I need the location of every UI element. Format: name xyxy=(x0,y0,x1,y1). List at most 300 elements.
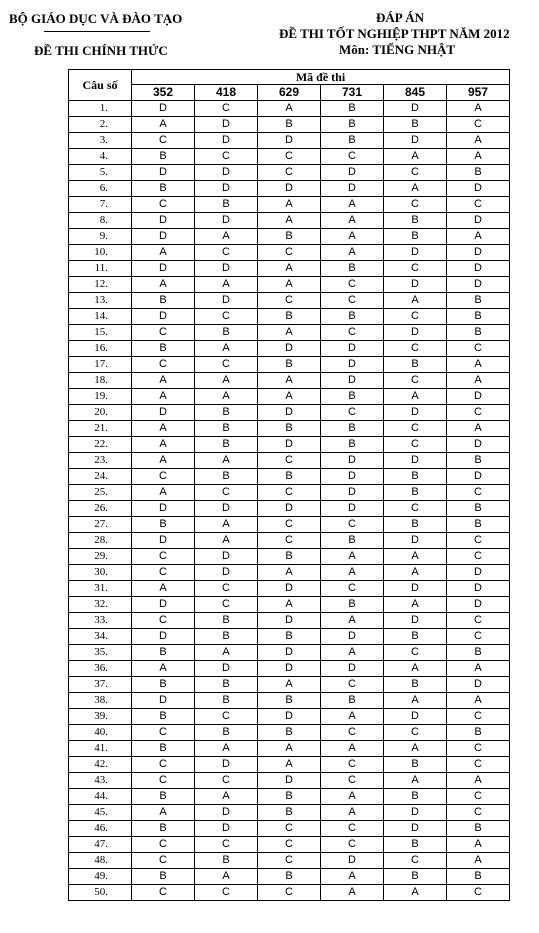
answer-cell: D xyxy=(132,309,195,325)
answer-cell: A xyxy=(384,549,447,565)
answer-cell: C xyxy=(258,245,321,261)
answer-cell: A xyxy=(384,693,447,709)
answer-cell: D xyxy=(258,437,321,453)
answer-cell: C xyxy=(384,725,447,741)
answer-cell: D xyxy=(195,821,258,837)
answer-cell: B xyxy=(384,517,447,533)
answer-cell: C xyxy=(195,581,258,597)
answer-cell: B xyxy=(321,389,384,405)
table-row xyxy=(69,101,510,117)
answer-cell: B xyxy=(447,869,510,885)
answer-cell: B xyxy=(384,469,447,485)
answer-cell: C xyxy=(195,149,258,165)
answer-cell: A xyxy=(195,229,258,245)
question-number: 38. xyxy=(69,693,132,709)
answer-cell: D xyxy=(132,533,195,549)
answer-cell: C xyxy=(321,517,384,533)
table-row xyxy=(69,437,510,453)
answer-cell: D xyxy=(447,213,510,229)
answer-cell: B xyxy=(132,821,195,837)
answer-cell: A xyxy=(384,565,447,581)
table-row xyxy=(69,469,510,485)
answer-cell: A xyxy=(321,245,384,261)
answer-cell: C xyxy=(447,741,510,757)
answer-cell: B xyxy=(258,357,321,373)
table-row xyxy=(69,117,510,133)
table-row xyxy=(69,677,510,693)
answer-cell: C xyxy=(447,197,510,213)
answer-cell: D xyxy=(132,629,195,645)
answer-cell: A xyxy=(195,533,258,549)
question-number: 33. xyxy=(69,613,132,629)
table-row xyxy=(69,149,510,165)
table-row xyxy=(69,565,510,581)
table-row xyxy=(69,133,510,149)
answer-cell: D xyxy=(321,181,384,197)
answer-cell: D xyxy=(447,181,510,197)
answer-cell: B xyxy=(447,645,510,661)
answer-cell: B xyxy=(258,117,321,133)
answer-cell: C xyxy=(132,133,195,149)
answer-cell: D xyxy=(195,501,258,517)
table-row xyxy=(69,229,510,245)
table-row xyxy=(69,197,510,213)
answer-cell: D xyxy=(384,581,447,597)
answer-cell: B xyxy=(447,325,510,341)
answer-cell: D xyxy=(132,597,195,613)
answer-cell: B xyxy=(132,869,195,885)
answer-cell: A xyxy=(447,101,510,117)
answer-cell: A xyxy=(321,229,384,245)
answer-cell: C xyxy=(384,421,447,437)
question-number: 43. xyxy=(69,773,132,789)
answer-cell: D xyxy=(321,485,384,501)
answer-cell: C xyxy=(321,837,384,853)
answer-cell: C xyxy=(447,485,510,501)
table-row xyxy=(69,421,510,437)
table-row xyxy=(69,613,510,629)
answer-cell: C xyxy=(447,549,510,565)
answer-cell: C xyxy=(447,613,510,629)
answer-cell: B xyxy=(447,821,510,837)
answer-cell: B xyxy=(195,629,258,645)
table-row xyxy=(69,277,510,293)
answer-cell: C xyxy=(321,725,384,741)
answer-cell: A xyxy=(132,485,195,501)
answer-cell: B xyxy=(384,229,447,245)
answer-cell: A xyxy=(258,277,321,293)
answer-cell: C xyxy=(132,837,195,853)
answer-cell: B xyxy=(258,869,321,885)
table-row xyxy=(69,773,510,789)
exam-code-cell: 845 xyxy=(384,85,447,101)
answer-cell: D xyxy=(195,213,258,229)
answer-cell: A xyxy=(132,389,195,405)
answer-cell: B xyxy=(321,133,384,149)
answer-cell: B xyxy=(384,213,447,229)
answer-cell: A xyxy=(132,437,195,453)
answer-cell: C xyxy=(321,821,384,837)
answer-cell: B xyxy=(447,293,510,309)
answer-cell: B xyxy=(258,309,321,325)
answer-cell: A xyxy=(258,213,321,229)
question-number: 7. xyxy=(69,197,132,213)
answer-cell: A xyxy=(447,133,510,149)
answer-cell: D xyxy=(384,709,447,725)
answer-cell: A xyxy=(258,197,321,213)
answer-cell: D xyxy=(258,773,321,789)
answer-cell: A xyxy=(195,517,258,533)
answer-cell: C xyxy=(258,165,321,181)
table-row xyxy=(69,341,510,357)
answer-cell: C xyxy=(195,709,258,725)
answer-cell: A xyxy=(195,741,258,757)
answer-cell: C xyxy=(321,405,384,421)
table-row xyxy=(69,325,510,341)
table-row xyxy=(69,453,510,469)
answer-cell: B xyxy=(447,165,510,181)
question-number-header: Câu số xyxy=(69,70,132,101)
answer-cell: D xyxy=(384,101,447,117)
answer-cell: A xyxy=(258,373,321,389)
answer-cell: B xyxy=(195,613,258,629)
table-row xyxy=(69,405,510,421)
table-row xyxy=(69,549,510,565)
answer-cell: A xyxy=(321,197,384,213)
answer-cell: D xyxy=(132,229,195,245)
answer-cell: B xyxy=(258,805,321,821)
answer-cell: B xyxy=(195,325,258,341)
answer-cell: B xyxy=(258,421,321,437)
answer-cell: A xyxy=(258,389,321,405)
answer-cell: B xyxy=(447,501,510,517)
answer-cell: B xyxy=(132,341,195,357)
answer-cell: D xyxy=(384,405,447,421)
answer-cell: B xyxy=(321,309,384,325)
answer-cell: C xyxy=(321,677,384,693)
answer-cell: C xyxy=(195,885,258,901)
question-number: 3. xyxy=(69,133,132,149)
table-row xyxy=(69,725,510,741)
question-number: 6. xyxy=(69,181,132,197)
answer-cell: C xyxy=(447,885,510,901)
question-number: 22. xyxy=(69,437,132,453)
question-number: 18. xyxy=(69,373,132,389)
question-number: 30. xyxy=(69,565,132,581)
answer-cell: B xyxy=(321,421,384,437)
answer-cell: A xyxy=(384,661,447,677)
answer-cell: B xyxy=(132,677,195,693)
answer-cell: D xyxy=(132,261,195,277)
answer-cell: A xyxy=(195,341,258,357)
answer-cell: A xyxy=(447,421,510,437)
answer-cell: A xyxy=(321,613,384,629)
official-exam-label: ĐỀ THI CHÍNH THỨC xyxy=(34,43,168,58)
answer-cell: C xyxy=(384,437,447,453)
exam-code-cell: 352 xyxy=(132,85,195,101)
answer-cell: C xyxy=(321,293,384,309)
answer-cell: D xyxy=(195,133,258,149)
answer-cell: C xyxy=(321,325,384,341)
table-row xyxy=(69,869,510,885)
question-number: 25. xyxy=(69,485,132,501)
answer-cell: A xyxy=(132,453,195,469)
answer-cell: B xyxy=(447,725,510,741)
answer-cell: D xyxy=(384,133,447,149)
answer-cell: A xyxy=(321,645,384,661)
answer-cell: D xyxy=(447,277,510,293)
answer-cell: A xyxy=(447,149,510,165)
exam-title: ĐỀ THI TỐT NGHIỆP THPT NĂM 2012 xyxy=(279,26,510,41)
answer-cell: B xyxy=(195,197,258,213)
answer-cell: C xyxy=(447,341,510,357)
answer-cell: A xyxy=(195,389,258,405)
answer-cell: A xyxy=(132,661,195,677)
answer-cell: C xyxy=(132,725,195,741)
answer-cell: A xyxy=(132,581,195,597)
answer-cell: A xyxy=(321,885,384,901)
answer-cell: C xyxy=(258,885,321,901)
table-row xyxy=(69,485,510,501)
answer-cell: C xyxy=(384,197,447,213)
answer-cell: C xyxy=(195,101,258,117)
answer-cell: D xyxy=(321,341,384,357)
answer-cell: C xyxy=(447,629,510,645)
question-number: 17. xyxy=(69,357,132,373)
answer-cell: B xyxy=(321,261,384,277)
answer-cell: C xyxy=(195,309,258,325)
answer-cell: A xyxy=(321,565,384,581)
answer-cell: C xyxy=(384,165,447,181)
table-row xyxy=(69,885,510,901)
table-row xyxy=(69,693,510,709)
table-row xyxy=(69,213,510,229)
answer-cell: D xyxy=(132,101,195,117)
table-row xyxy=(69,853,510,869)
answer-cell: A xyxy=(384,741,447,757)
table-row xyxy=(69,757,510,773)
answer-cell: A xyxy=(258,757,321,773)
table-row xyxy=(69,165,510,181)
answer-cell: D xyxy=(258,709,321,725)
table-row xyxy=(69,293,510,309)
answer-cell: A xyxy=(195,373,258,389)
question-number: 21. xyxy=(69,421,132,437)
table-row xyxy=(69,805,510,821)
answer-cell: A xyxy=(384,597,447,613)
answer-rows xyxy=(69,101,510,901)
answer-cell: D xyxy=(195,805,258,821)
question-number: 45. xyxy=(69,805,132,821)
answer-cell: D xyxy=(258,613,321,629)
answer-cell: D xyxy=(258,645,321,661)
table-row xyxy=(69,821,510,837)
answer-cell: B xyxy=(384,357,447,373)
answer-cell: C xyxy=(195,485,258,501)
answer-cell: B xyxy=(195,693,258,709)
question-number: 39. xyxy=(69,709,132,725)
answer-cell: B xyxy=(195,677,258,693)
answer-cell: A xyxy=(132,245,195,261)
question-number: 44. xyxy=(69,789,132,805)
answer-cell: A xyxy=(321,741,384,757)
answer-cell: B xyxy=(195,853,258,869)
table-row xyxy=(69,645,510,661)
answer-cell: A xyxy=(321,805,384,821)
answer-cell: C xyxy=(447,533,510,549)
answer-cell: D xyxy=(321,629,384,645)
table-row xyxy=(69,261,510,277)
answer-cell: D xyxy=(447,245,510,261)
table-row xyxy=(69,709,510,725)
answer-cell: A xyxy=(447,373,510,389)
answer-cell: D xyxy=(195,757,258,773)
answer-cell: D xyxy=(384,613,447,629)
answer-cell: D xyxy=(132,405,195,421)
answer-cell: A xyxy=(384,773,447,789)
answer-cell: A xyxy=(195,645,258,661)
table-row xyxy=(69,517,510,533)
table-row xyxy=(69,309,510,325)
table-row xyxy=(69,181,510,197)
table-row xyxy=(69,389,510,405)
answer-cell: C xyxy=(195,357,258,373)
answer-cell: B xyxy=(384,789,447,805)
answer-cell: C xyxy=(132,853,195,869)
answer-cell: A xyxy=(447,773,510,789)
table-row xyxy=(69,629,510,645)
answer-cell: C xyxy=(132,565,195,581)
answer-cell: B xyxy=(447,453,510,469)
table-row xyxy=(69,501,510,517)
answer-cell: A xyxy=(258,741,321,757)
answer-cell: D xyxy=(384,325,447,341)
answer-cell: C xyxy=(132,469,195,485)
answer-cell: B xyxy=(384,677,447,693)
table-row xyxy=(69,357,510,373)
answer-cell: C xyxy=(132,197,195,213)
answer-cell: A xyxy=(447,693,510,709)
answer-cell: A xyxy=(384,149,447,165)
answer-cell: B xyxy=(195,469,258,485)
answer-cell: A xyxy=(132,373,195,389)
answer-cell: A xyxy=(132,277,195,293)
answer-cell: D xyxy=(258,405,321,421)
answer-cell: B xyxy=(384,485,447,501)
answer-cell: C xyxy=(195,597,258,613)
answer-cell: C xyxy=(447,117,510,133)
answer-cell: C xyxy=(258,821,321,837)
answer-cell: C xyxy=(321,581,384,597)
answer-cell: C xyxy=(447,709,510,725)
answer-cell: B xyxy=(258,789,321,805)
answer-cell: C xyxy=(258,293,321,309)
answer-cell: A xyxy=(195,277,258,293)
answer-cell: C xyxy=(195,245,258,261)
question-number: 37. xyxy=(69,677,132,693)
answer-cell: C xyxy=(132,549,195,565)
answer-cell: D xyxy=(195,549,258,565)
answer-cell: A xyxy=(195,869,258,885)
answer-cell: A xyxy=(258,565,321,581)
table-row xyxy=(69,581,510,597)
answer-cell: A xyxy=(447,357,510,373)
answer-cell: C xyxy=(132,757,195,773)
answer-cell: D xyxy=(132,501,195,517)
answer-cell: D xyxy=(321,373,384,389)
answer-cell: D xyxy=(258,181,321,197)
question-number: 19. xyxy=(69,389,132,405)
question-number: 13. xyxy=(69,293,132,309)
answer-cell: A xyxy=(258,325,321,341)
question-number: 24. xyxy=(69,469,132,485)
answer-cell: B xyxy=(258,725,321,741)
question-number: 16. xyxy=(69,341,132,357)
answer-cell: B xyxy=(132,149,195,165)
question-number: 14. xyxy=(69,309,132,325)
answer-cell: C xyxy=(321,149,384,165)
table-row xyxy=(69,741,510,757)
answer-cell: D xyxy=(195,261,258,277)
question-number: 9. xyxy=(69,229,132,245)
answer-cell: D xyxy=(447,389,510,405)
answer-cell: A xyxy=(321,213,384,229)
answer-cell: A xyxy=(384,885,447,901)
question-number: 49. xyxy=(69,869,132,885)
subject-title: Môn: TIẾNG NHẬT xyxy=(339,42,456,57)
question-number: 27. xyxy=(69,517,132,533)
table-row xyxy=(69,837,510,853)
answer-cell: D xyxy=(384,805,447,821)
answer-cell: B xyxy=(258,693,321,709)
answer-cell: B xyxy=(132,181,195,197)
answer-key-table xyxy=(68,69,510,901)
answer-cell: B xyxy=(321,597,384,613)
answer-cell: D xyxy=(258,133,321,149)
answer-cell: C xyxy=(195,837,258,853)
question-number: 31. xyxy=(69,581,132,597)
answer-cell: D xyxy=(195,661,258,677)
question-number: 41. xyxy=(69,741,132,757)
answer-cell: D xyxy=(132,213,195,229)
answer-cell: A xyxy=(384,181,447,197)
answer-cell: D xyxy=(132,165,195,181)
answer-key-title: ĐÁP ÁN xyxy=(376,10,425,25)
question-number: 50. xyxy=(69,885,132,901)
answer-cell: C xyxy=(384,501,447,517)
answer-cell: B xyxy=(195,405,258,421)
answer-cell: C xyxy=(384,261,447,277)
table-row xyxy=(69,789,510,805)
answer-cell: D xyxy=(447,565,510,581)
answer-cell: B xyxy=(321,117,384,133)
answer-cell: C xyxy=(258,533,321,549)
exam-code-header: Mã đề thi xyxy=(132,70,510,85)
answer-cell: C xyxy=(384,853,447,869)
exam-code-cell: 629 xyxy=(258,85,321,101)
answer-cell: D xyxy=(321,453,384,469)
answer-cell: D xyxy=(132,693,195,709)
answer-cell: B xyxy=(195,421,258,437)
answer-cell: A xyxy=(132,421,195,437)
answer-cell: D xyxy=(321,501,384,517)
answer-cell: C xyxy=(258,485,321,501)
answer-cell: C xyxy=(258,837,321,853)
question-number: 26. xyxy=(69,501,132,517)
answer-cell: A xyxy=(321,549,384,565)
answer-cell: C xyxy=(321,757,384,773)
question-number: 46. xyxy=(69,821,132,837)
